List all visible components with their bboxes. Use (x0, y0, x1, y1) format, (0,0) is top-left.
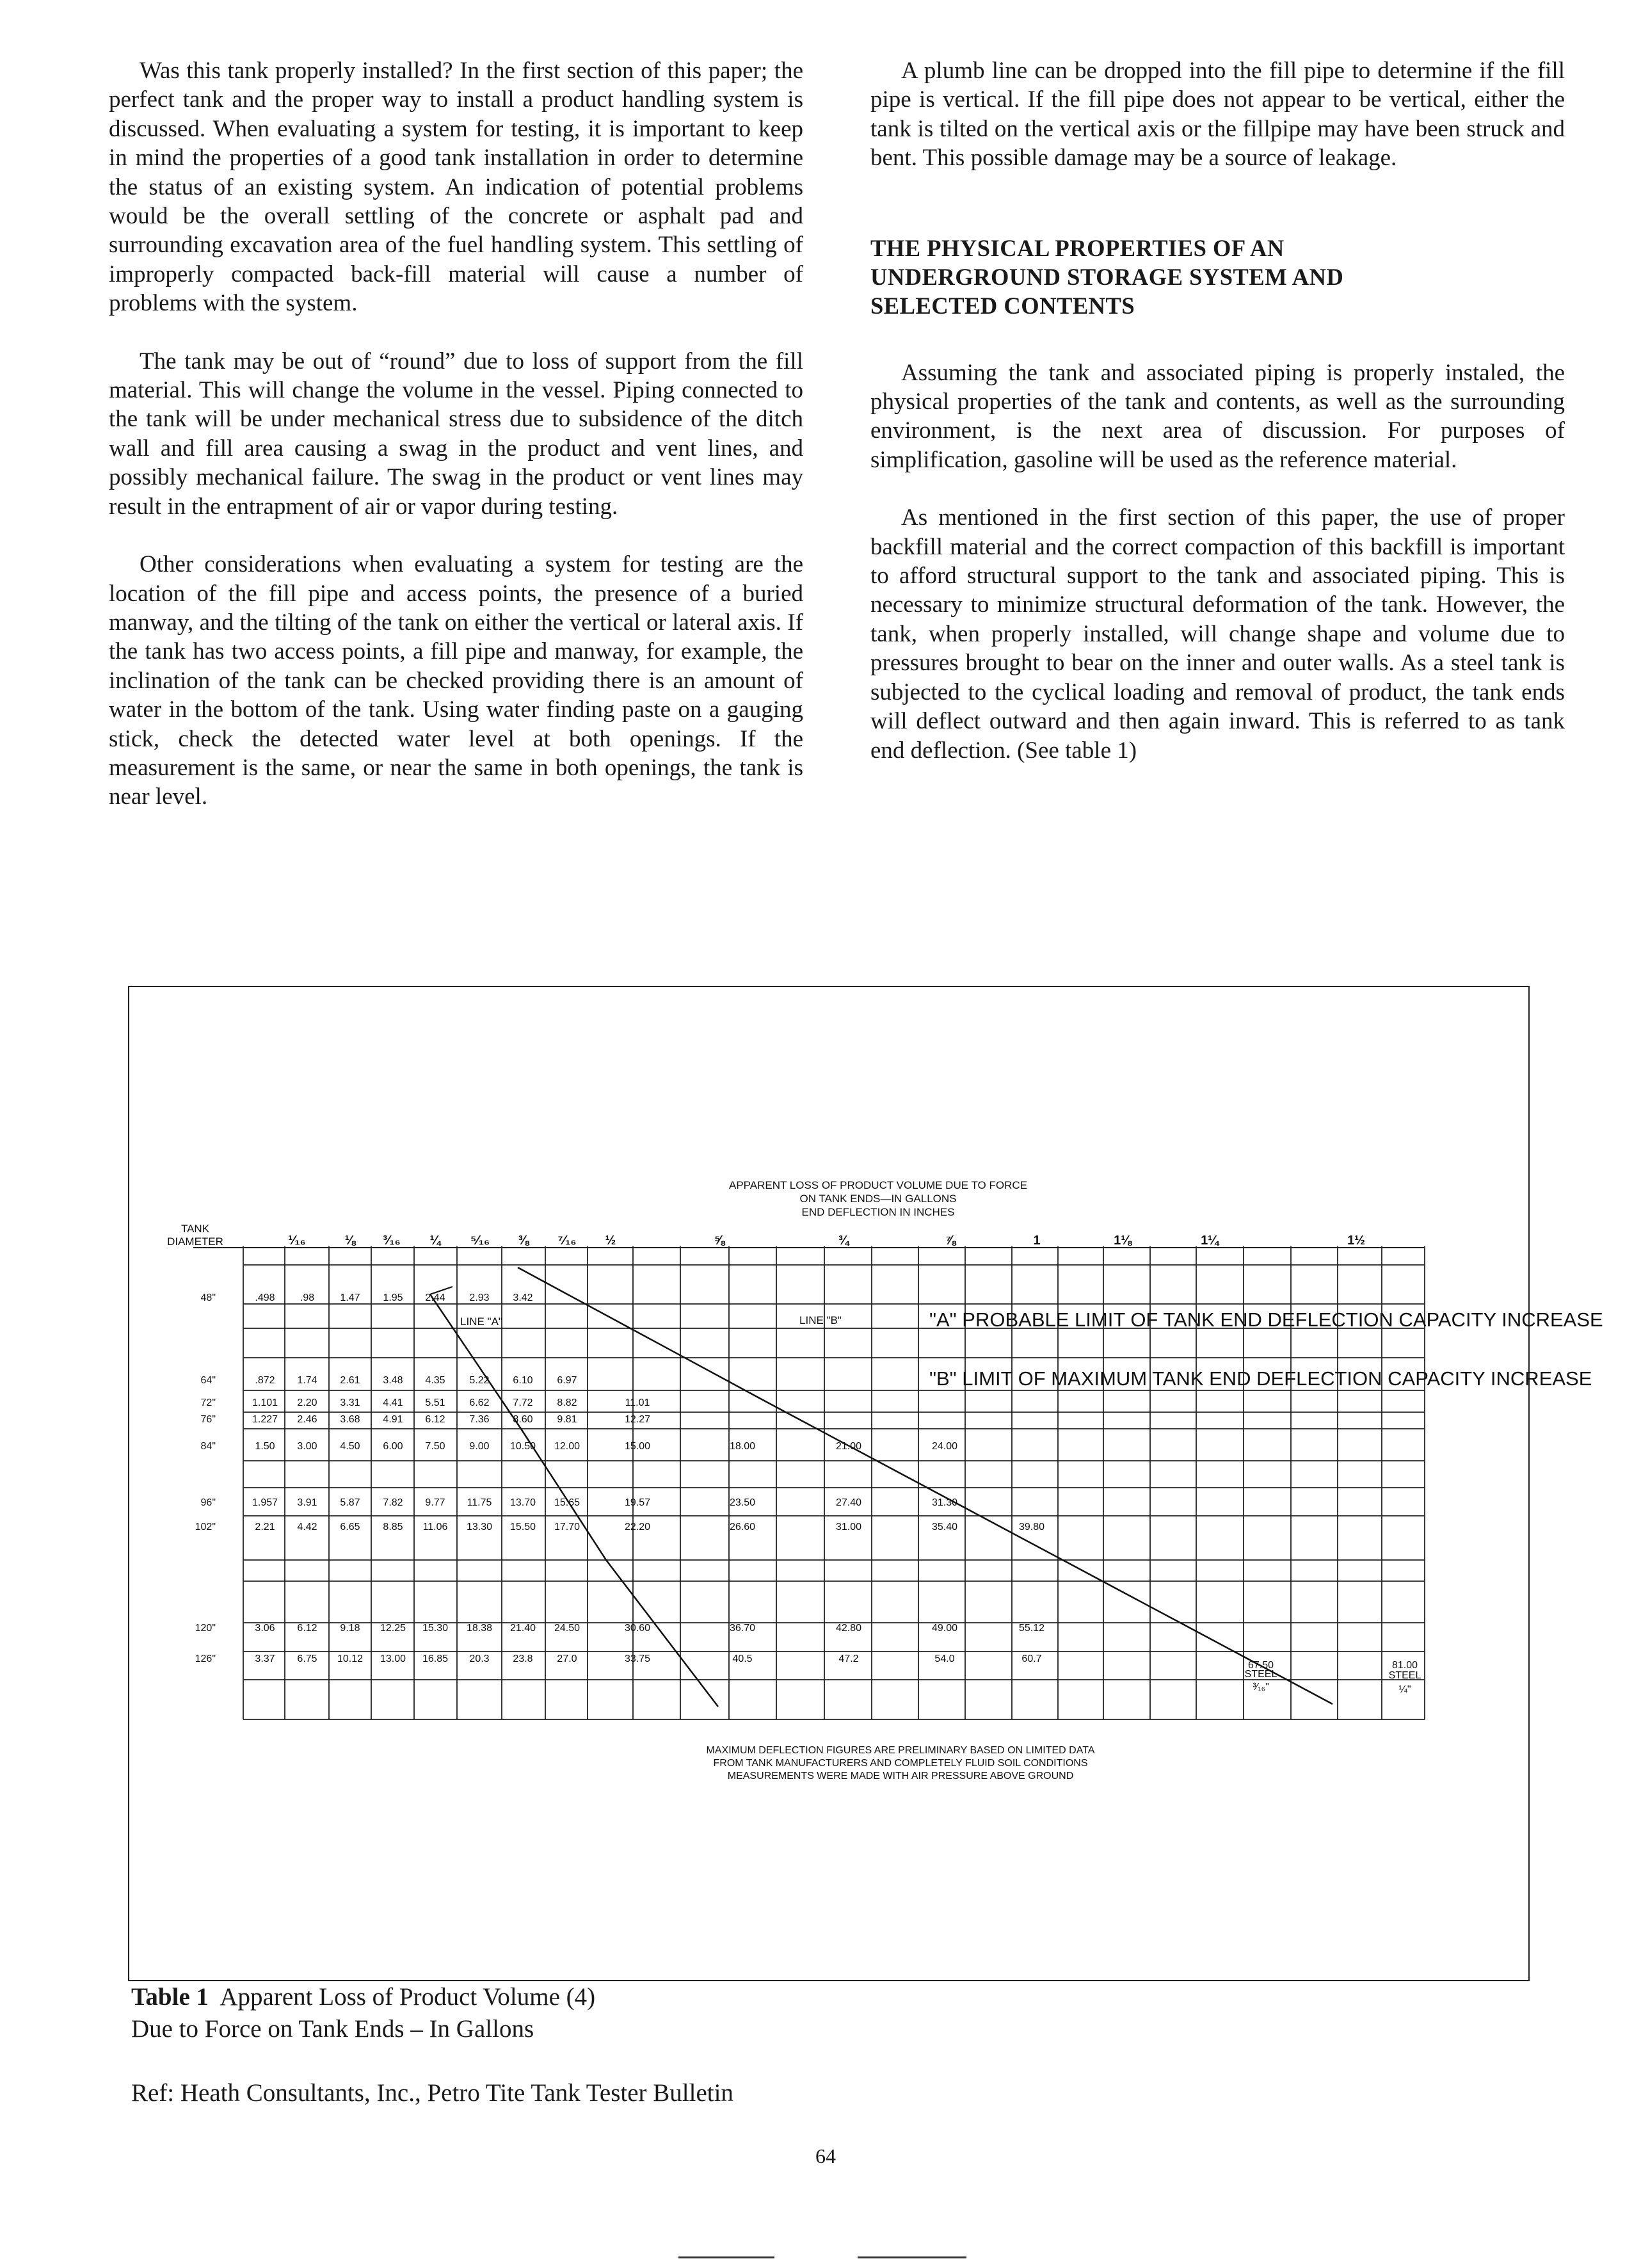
deflection-label-7: ⁷⁄₁₆ (557, 1234, 577, 1248)
left-column (109, 56, 803, 840)
table-cell-value: 54.0 (934, 1653, 955, 1664)
deflection-label-1: ¹⁄₁₆ (288, 1234, 306, 1248)
table-cell-value: 6.12 (297, 1623, 317, 1634)
table-cell-value: 12.27 (624, 1414, 651, 1425)
table-cell-value: 3.48 (383, 1375, 403, 1386)
table-footnote-line: MEASUREMENTS WERE MADE WITH AIR PRESSURE ABOVE GROUND (727, 1771, 1074, 1781)
table-cell-value: 21.00 (835, 1441, 862, 1452)
table-cell-value: 3.31 (340, 1397, 360, 1408)
table-cell-value: 6.00 (383, 1441, 403, 1452)
deflection-label-6: ⅜ (518, 1234, 529, 1248)
table-cell-value: 35.40 (931, 1522, 958, 1532)
deflection-label-4: ¼ (429, 1234, 441, 1248)
legend-a: "A" PROBABLE LIMIT OF TANK END DEFLECTION CAPACITY INCREASE (929, 1308, 1603, 1331)
line-a-curve (518, 1267, 1333, 1704)
table-cell-value: 11.06 (422, 1522, 448, 1532)
table-figure (128, 986, 1603, 1981)
diameter-label: 102" (195, 1522, 216, 1532)
table-cell-value: 1.957 (252, 1497, 278, 1508)
table-footnote-line: MAXIMUM DEFLECTION FIGURES ARE PRELIMINARY BASED ON LIMITED DATA (706, 1745, 1095, 1756)
table-cell-value: 7.72 (513, 1397, 533, 1408)
table-cell-value: 6.65 (340, 1522, 360, 1532)
table-cell-value: 5.51 (425, 1397, 445, 1408)
table-cell-value: 55.12 (1018, 1623, 1045, 1634)
table-cell-value: 15.30 (422, 1623, 449, 1634)
deflection-label-15: 1½ (1347, 1234, 1365, 1248)
table-cell-value: 3.91 (297, 1497, 317, 1508)
table-cell-value: 36.70 (729, 1623, 756, 1634)
table-cell-value: 1.50 (255, 1441, 275, 1452)
table-cell-value: 24.00 (931, 1441, 958, 1452)
table-cell-value: 16.85 (422, 1653, 449, 1664)
steel-note-thickness-1: ³⁄₁₆" (1253, 1682, 1269, 1693)
table-cell-value: 12.00 (554, 1441, 580, 1452)
table-cell-value: 2.21 (255, 1522, 275, 1532)
deflection-label-12: 1 (1033, 1234, 1041, 1248)
caption-line-1: Apparent Loss of Product Volume (4) (220, 1983, 596, 2011)
table-cell-value: 15.50 (509, 1522, 536, 1532)
table-cell-value: 31.30 (931, 1497, 958, 1508)
table-cell-value: 30.60 (624, 1623, 651, 1634)
right-paragraph-1: A plumb line can be dropped into the fill pipe to determine if the fill pipe is vertical. If the fill pipe does not appear to be vertical, either the tank is tilted on the vertical axis or the fillpipe may have been struck and bent. This possible damage may be a source of leakage. (870, 58, 1565, 172)
table-cell-value: 12.25 (380, 1623, 406, 1634)
table-cell-value: 1.95 (383, 1292, 403, 1303)
table-cell-value: 8.60 (513, 1414, 533, 1425)
diameter-label: 72" (200, 1397, 216, 1408)
diameter-label: 126" (195, 1653, 216, 1664)
table-cell-value: 18.38 (466, 1623, 493, 1634)
deflection-label-8: ½ (605, 1234, 616, 1248)
table-title-line: APPARENT LOSS OF PRODUCT VOLUME DUE TO FORCE (728, 1179, 1028, 1191)
right-paragraph-2: Assuming the tank and associated piping is properly instaled, the physical properties of the tank and contents, as well as the surrounding environment, is the next area of discussion. For purposes of simplification, gasoline will be used as the reference material. (870, 359, 1565, 473)
right-paragraph-3: As mentioned in the first section of this paper, the use of proper backfill material and the correct compaction of this backfill is important to afford structural support to the tank and associated piping. This is necessary to minimize structural deformation of the tank. However, the tank, when properly installed, will change shape and volume due to pressures brought to bear on the inner and outer walls. As a steel tank is subjected to the cyclical loading and removal of product, the tank ends will deflect outward and then again inward. This is referred to as tank end deflection. (See table 1) (870, 504, 1565, 764)
table-cell-value: 3.37 (255, 1653, 275, 1664)
table-cell-value: 3.42 (513, 1292, 533, 1303)
table-cell-value: 5.22 (469, 1375, 490, 1386)
table-cell-value: 60.7 (1021, 1653, 1042, 1664)
footer-rule-left (678, 2256, 774, 2258)
deflection-label-14: 1¼ (1201, 1234, 1219, 1248)
table-cell-value: 67.50 (1247, 1660, 1274, 1671)
table-cell-value: 22.20 (624, 1522, 651, 1532)
table-cell-value: 2.93 (469, 1292, 490, 1303)
table-cell-value: 8.82 (557, 1397, 577, 1408)
table-cell-value: 81.00 (1391, 1660, 1418, 1671)
table-cell-value: 3.06 (255, 1623, 275, 1634)
deflection-label-13: 1⅛ (1114, 1234, 1132, 1248)
diameter-label: 76" (200, 1414, 216, 1425)
table-cell-value: 42.80 (835, 1623, 862, 1634)
deflection-label-10: ¾ (838, 1234, 849, 1248)
table-cell-value: 10.50 (509, 1441, 536, 1452)
table-cell-value: 13.30 (466, 1522, 493, 1532)
table-cell-value: 20.3 (469, 1653, 490, 1664)
table-cell-value: 6.75 (297, 1653, 317, 1664)
table-cell-value: 15.65 (554, 1497, 580, 1508)
diameter-label: 48" (200, 1292, 216, 1303)
deflection-table-chart (129, 987, 1603, 1982)
table-cell-value: 2.44 (425, 1292, 445, 1303)
table-cell-value: 13.70 (509, 1497, 536, 1508)
table-cell-value: 6.97 (557, 1375, 577, 1386)
diameter-label: 64" (200, 1375, 216, 1386)
footer-rule-right (858, 2256, 966, 2258)
table-cell-value: 47.2 (838, 1653, 859, 1664)
table-cell-value: 39.80 (1018, 1522, 1045, 1532)
left-paragraph-1: Was this tank properly installed? In the first section of this paper; the perfect tank and the proper way to install a product handling system is discussed. When evaluating a system for testing, it is important to keep in mind the properties of a good tank installation in order to determine the status of an existing system. An indication of potential problems would be the overall settling of the concrete or asphalt pad and surrounding excavation area of the fuel handling system. This settling of improperly compacted back-fill material will cause a number of problems with the system. (109, 58, 803, 317)
table-cell-value: 15.00 (624, 1441, 651, 1452)
deflection-label-9: ⅝ (714, 1234, 725, 1248)
table-cell-value: .498 (255, 1292, 275, 1303)
table-cell-value: 27.0 (557, 1653, 577, 1664)
table-cell-value: 31.00 (835, 1522, 862, 1532)
left-paragraph-2: The tank may be out of “round” due to loss of support from the fill material. This will change the volume in the vessel. Piping connected to the tank will be under mechanical stress due to subsidence of the ditch wall and fill area causing a swag in the product and vent lines, and possibly mechanical failure. The swag in the product or vent lines may result in the entrapment of air or vapor during testing. (109, 348, 803, 520)
line-a-label: LINE "A" (460, 1315, 502, 1328)
table-caption (131, 1981, 595, 2045)
table-cell-value: 3.68 (340, 1414, 360, 1425)
table-cell-value: 49.00 (931, 1623, 958, 1634)
diameter-label: 84" (200, 1441, 216, 1452)
steel-note-label-1: STEEL (1244, 1669, 1277, 1680)
table-cell-value: 2.61 (340, 1375, 360, 1386)
table-cell-value: 8.85 (383, 1522, 403, 1532)
table-cell-value: 4.50 (340, 1441, 360, 1452)
table-cell-value: 2.20 (297, 1397, 317, 1408)
line-b-label: LINE "B" (799, 1314, 842, 1326)
reference: Ref: Heath Consultants, Inc., Petro Tite Tank Tester Bulletin (131, 2079, 733, 2107)
section-heading: THE PHYSICAL PROPERTIES OF AN UNDERGROUND STORAGE SYSTEM AND SELECTED CONTENTS (870, 234, 1344, 319)
table-title-line: ON TANK ENDS—IN GALLONS (799, 1193, 957, 1205)
table-cell-value: 7.36 (469, 1414, 490, 1425)
table-cell-value: 2.46 (297, 1414, 317, 1425)
table-cell-value: 9.81 (557, 1414, 577, 1425)
table-cell-value: 33.75 (624, 1653, 651, 1664)
steel-note-label-2: STEEL (1388, 1670, 1421, 1681)
table-cell-value: 17.70 (554, 1522, 580, 1532)
table-cell-value: .872 (255, 1375, 275, 1386)
table-cell-value: .98 (300, 1292, 315, 1303)
table-cell-value: 1.227 (252, 1414, 278, 1425)
table-cell-value: 23.50 (729, 1497, 756, 1508)
table-cell-value: 1.47 (340, 1292, 360, 1303)
table-cell-value: 26.60 (729, 1522, 756, 1532)
table-footnote-line: FROM TANK MANUFACTURERS AND COMPLETELY FLUID SOIL CONDITIONS (713, 1758, 1088, 1769)
caption-label: Table 1 (131, 1983, 209, 2011)
table-cell-value: 9.77 (425, 1497, 445, 1508)
table-cell-value: 19.57 (624, 1497, 651, 1508)
table-cell-value: 18.00 (729, 1441, 756, 1452)
table-cell-value: 4.41 (383, 1397, 403, 1408)
table-cell-value: 9.18 (340, 1623, 360, 1634)
table-cell-value: 10.12 (337, 1653, 364, 1664)
deflection-label-3: ³⁄₁₆ (383, 1234, 401, 1248)
deflection-label-5: ⁵⁄₁₆ (470, 1234, 490, 1248)
diameter-label: 120" (195, 1623, 216, 1634)
table-title-line: END DEFLECTION IN INCHES (801, 1206, 955, 1218)
table-cell-value: 4.91 (383, 1414, 403, 1425)
left-paragraph-3: Other considerations when evaluating a system for testing are the location of the fill pipe and access points, the presence of a buried manway, and the tilting of the tank on either the vertical or lateral axis. If the tank has two access points, a fill pipe and manway, for example, the inclination of the tank can be checked providing there is an amount of water in the bottom of the tank. Using water finding paste on a gauging stick, check the detected water level at both openings. If the measurement is the same, or near the same in both openings, the tank is near level. (109, 551, 803, 810)
table-cell-value: 7.50 (425, 1441, 445, 1452)
deflection-label-2: ⅛ (344, 1234, 356, 1248)
page-number: 64 (815, 2144, 836, 2167)
table-cell-value: 3.00 (297, 1441, 317, 1452)
table-cell-value: 6.10 (513, 1375, 533, 1386)
table-cell-value: 40.5 (732, 1653, 753, 1664)
table-cell-value: 9.00 (469, 1441, 490, 1452)
table-cell-value: 6.62 (469, 1397, 490, 1408)
steel-note-thickness-2: ¼" (1398, 1684, 1411, 1695)
caption-line-2: Due to Force on Tank Ends – In Gallons (131, 2015, 534, 2043)
table-cell-value: 24.50 (554, 1623, 580, 1634)
table-cell-value: 27.40 (835, 1497, 862, 1508)
table-cell-value: 1.101 (252, 1397, 278, 1408)
row-header-tank: TANK (180, 1223, 210, 1235)
right-column (870, 56, 1565, 794)
table-cell-value: 4.35 (425, 1375, 445, 1386)
table-cell-value: 1.74 (297, 1375, 317, 1386)
table-cell-value: 6.12 (425, 1414, 445, 1425)
table-cell-value: 11.01 (625, 1397, 650, 1408)
table-cell-value: 5.87 (340, 1497, 360, 1508)
table-cell-value: 11.75 (467, 1497, 492, 1508)
table-cell-value: 21.40 (509, 1623, 536, 1634)
table-cell-value: 7.82 (383, 1497, 403, 1508)
diameter-label: 96" (200, 1497, 216, 1508)
deflection-label-11: ⅞ (945, 1234, 956, 1248)
table-cell-value: 13.00 (380, 1653, 406, 1664)
legend-b: "B" LIMIT OF MAXIMUM TANK END DEFLECTION CAPACITY INCREASE (929, 1367, 1592, 1390)
row-header-diameter: DIAMETER (167, 1235, 223, 1248)
table-cell-value: 23.8 (513, 1653, 533, 1664)
table-cell-value: 4.42 (297, 1522, 317, 1532)
